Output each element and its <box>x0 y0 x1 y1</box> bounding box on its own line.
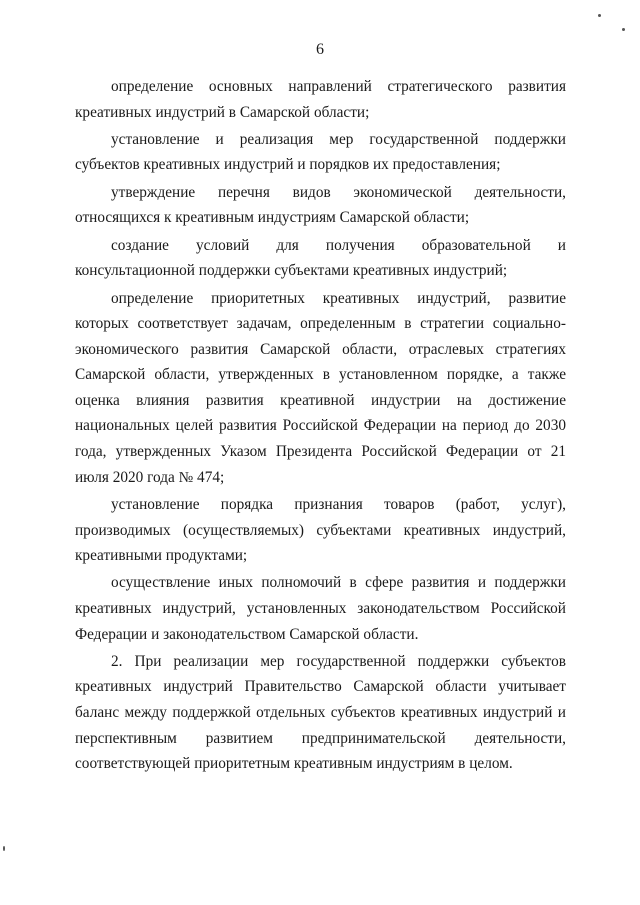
page-number: 6 <box>316 41 324 58</box>
paragraph-4: создание условий для получения образовательной и консультационной поддержки субъектами креативных индустрий; <box>75 236 566 280</box>
scan-speck <box>3 846 5 851</box>
scan-speck <box>598 14 601 17</box>
paragraph-5: определение приоритетных креативных индустрий, развитие которых соответствует задачам, определенным в стратегии социально-экономического развития Самарской области, отраслевых стратегиях Самарской области, утвержденных в установленном порядке, а также оценка влияния развития креативной индустрии на достижение национальных целей развития Российской Федерации на период до 2030 года, утвержденных Указом Президента Российской Федерации от 21 июля 2020 года № 474; <box>75 289 566 486</box>
scan-speck <box>622 28 625 31</box>
paragraph-1: определение основных направлений стратегического развития креативных индустрий в Самарской области; <box>75 78 566 121</box>
paragraph-6: установление порядка признания товаров (работ, услуг), производимых (осуществляемых) субъектами креативных индустрий, креативными продуктами; <box>75 495 566 565</box>
paragraph-2: установление и реализация мер государственной поддержки субъектов креативных индустрий и порядков их предоставления; <box>75 130 566 174</box>
paragraph-8: 2. При реализации мер государственной поддержки субъектов креативных индустрий Правительство Самарской области учитывает баланс между поддержкой отдельных субъектов креативных индустрий и перспективным развитием предпринимательской деятельности, соответствующей приоритетным креативным индустриям в целом. <box>75 652 566 773</box>
paragraph-3: утверждение перечня видов экономической деятельности, относящихся к креативным индустриям Самарской области; <box>75 183 566 227</box>
document-body <box>75 74 566 779</box>
paragraph-7: осуществление иных полномочий в сфере развития и поддержки креативных индустрий, установленных законодательством Российской Федерации и законодательством Самарской области. <box>75 574 566 643</box>
